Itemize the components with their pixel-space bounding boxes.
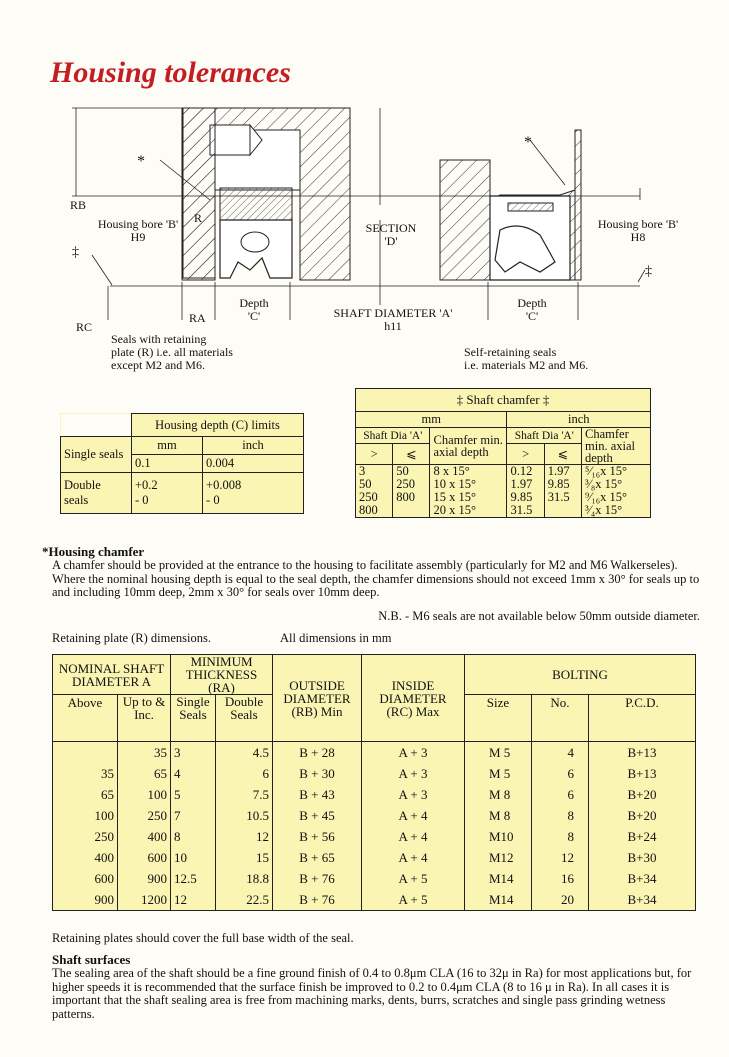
page-title: Housing tolerances: [50, 56, 291, 89]
shaft-diameter-line2: h11: [384, 319, 402, 333]
depth-left-label: [226, 297, 282, 323]
retaining-body: [53, 742, 696, 911]
table-cell: B + 76: [273, 868, 362, 889]
table-cell: 1200: [118, 889, 171, 911]
section-line2: 'D': [384, 234, 398, 248]
chamfer-inch-from: 9.85: [510, 490, 533, 504]
chamfer-mm-from: 250: [359, 490, 378, 504]
chamfer-inch-from: 1.97: [510, 477, 533, 491]
chamfer-inch-to: 31.5: [547, 490, 570, 504]
table-cell: 4: [171, 763, 216, 784]
table-cell: 600: [118, 847, 171, 868]
table-cell: B+24: [589, 826, 696, 847]
table-cell: 4: [532, 742, 589, 764]
chamfer-inch-head: inch: [507, 412, 651, 428]
col-inch: inch: [203, 437, 304, 455]
left-seal: [220, 188, 292, 278]
table-cell: 12: [532, 847, 589, 868]
chamfer-depth-inch: Chamfer min. axial depth: [582, 428, 651, 465]
single-seals-label: Single seals: [61, 437, 132, 473]
table-cell: 35: [118, 742, 171, 764]
table-cell: 250: [53, 826, 118, 847]
table-cell: A + 4: [362, 847, 465, 868]
chamfer-inch-to: 9.85: [547, 477, 570, 491]
table-cell: 600: [53, 868, 118, 889]
chamfer-mm-from: 50: [359, 477, 372, 491]
table-cell: M10: [465, 826, 532, 847]
double-seals-label: Double seals: [61, 473, 132, 514]
table-cell: 6: [216, 763, 273, 784]
table-cell: [53, 742, 118, 764]
chamfer-inch-value: ³⁄₄x 15°: [585, 503, 623, 517]
table-row: [53, 847, 696, 868]
chamfer-mm-value: 8 x 15°: [433, 464, 470, 478]
le-mm: ⩽: [393, 444, 430, 465]
table-cell: 100: [118, 784, 171, 805]
caption-left-line3: except M2 and M6.: [111, 358, 205, 372]
chamfer-mm-value: 15 x 15°: [433, 490, 476, 504]
table-cell: M12: [465, 847, 532, 868]
chamfer-cell: [430, 465, 507, 518]
left-bore-fit: H9: [130, 230, 146, 244]
table-cell: M 5: [465, 763, 532, 784]
housing-depth-table: [60, 413, 304, 514]
section-line1: SECTION: [365, 221, 417, 235]
table-cell: 8: [532, 826, 589, 847]
table-cell: M 5: [465, 742, 532, 764]
head-nominal: NOMINAL SHAFT DIAMETER A: [53, 655, 171, 695]
double-inch: +0.008 - 0: [203, 473, 304, 514]
table-cell: 35: [53, 763, 118, 784]
table-cell: B+34: [589, 889, 696, 911]
chamfer-mm-from: 800: [359, 503, 378, 517]
table-cell: A + 5: [362, 889, 465, 911]
depth-right-line1: Depth: [517, 296, 547, 310]
table-cell: 8: [171, 826, 216, 847]
table-cell: 100: [53, 805, 118, 826]
shaft-diameter-label: [318, 307, 468, 333]
housing-chamfer-text: A chamfer should be provided at the entrance to the housing to facilitate assembly (particularly for M2 and M6 Walkerseles). Where the nominal housing depth is equal to the seal depth, the chamfer dimensions should not exceed 1mm x 30° for seals up to and including 10mm deep, 2mm x 30° for seals over 10mm deep.: [52, 558, 700, 599]
table-cell: 900: [53, 889, 118, 911]
head-upto: Up to & Inc.: [118, 695, 171, 742]
dagger-left: ‡: [72, 245, 79, 260]
housing-depth-title: Housing depth (C) limits: [132, 414, 304, 437]
le-inch: ⩽: [544, 444, 581, 465]
chamfer-mm-to: 50: [396, 464, 409, 478]
table-row: [53, 868, 696, 889]
chamfer-mm-head: mm: [356, 412, 507, 428]
chamfer-shaft-dia-inch: Shaft Dia 'A': [507, 428, 582, 444]
chamfer-inch-value: ³⁄₈x 15°: [585, 477, 623, 491]
table-cell: 5: [171, 784, 216, 805]
gt-inch: >: [507, 444, 544, 465]
depth-left-line1: Depth: [239, 296, 269, 310]
table-cell: 4.5: [216, 742, 273, 764]
table-cell: B+30: [589, 847, 696, 868]
table-cell: B+13: [589, 742, 696, 764]
right-bore-label: [588, 218, 688, 244]
left-bore-text: Housing bore 'B': [97, 217, 179, 231]
table-cell: B+34: [589, 868, 696, 889]
depth-left-line2: 'C': [247, 309, 261, 323]
retaining-footer: Retaining plates should cover the full base width of the seal.: [52, 931, 354, 945]
table-cell: 20: [532, 889, 589, 911]
double-mm: +0.2 - 0: [132, 473, 203, 514]
chamfer-inch-value: ⁹⁄₁₆x 15°: [585, 490, 628, 504]
table-cell: M14: [465, 889, 532, 911]
table-cell: B + 45: [273, 805, 362, 826]
chamfer-mm-from: 3: [359, 464, 366, 478]
table-cell: B + 28: [273, 742, 362, 764]
right-housing: [440, 130, 581, 280]
chamfer-inch-from: 0.12: [510, 464, 533, 478]
dagger-right: ‡: [645, 264, 652, 279]
retaining-table: [52, 654, 696, 911]
retaining-caption: Retaining plate (R) dimensions.: [52, 631, 212, 645]
table-cell: 12: [171, 889, 216, 911]
table-cell: B+13: [589, 763, 696, 784]
table-cell: 10: [171, 847, 216, 868]
shaft-surfaces-heading: Shaft surfaces: [52, 952, 131, 967]
table-cell: 7.5: [216, 784, 273, 805]
single-mm: 0.1: [132, 455, 203, 473]
table-cell: 15: [216, 847, 273, 868]
head-minimum: MINIMUM THICKNESS (RA): [171, 655, 273, 695]
table-cell: 6: [532, 784, 589, 805]
chamfer-inch-from: 31.5: [510, 503, 533, 517]
head-inside: INSIDE DIAMETER (RC) Max: [362, 655, 465, 742]
table-cell: 250: [118, 805, 171, 826]
right-bore-text: Housing bore 'B': [597, 217, 679, 231]
shaft-chamfer-table: [355, 388, 651, 518]
chamfer-inch-value: ⁵⁄₁₆x 15°: [585, 464, 628, 478]
left-bore-label: [86, 218, 190, 244]
table-row: [53, 805, 696, 826]
chamfer-row: [356, 465, 651, 518]
table-cell: 12: [216, 826, 273, 847]
table-cell: A + 3: [362, 742, 465, 764]
table-cell: 3: [171, 742, 216, 764]
table-cell: A + 5: [362, 868, 465, 889]
housing-diagram: [0, 0, 729, 400]
head-size: Size: [465, 695, 532, 742]
chamfer-mm-to: 800: [396, 490, 415, 504]
chamfer-cell: [582, 465, 651, 518]
chamfer-inch-to: 1.97: [547, 464, 570, 478]
table-cell: M14: [465, 868, 532, 889]
table-cell: B + 65: [273, 847, 362, 868]
table-row: [53, 742, 696, 764]
table-cell: 12.5: [171, 868, 216, 889]
head-no: No.: [532, 695, 589, 742]
right-bore-fit: H8: [630, 230, 646, 244]
section-label: [355, 222, 427, 248]
star-right: *: [524, 134, 532, 151]
table-cell: 65: [53, 784, 118, 805]
head-pcd: P.C.D.: [589, 695, 696, 742]
rc-label: RC: [76, 320, 93, 334]
chamfer-mm-to: 250: [396, 477, 415, 491]
table-cell: B + 76: [273, 889, 362, 911]
table-cell: 900: [118, 868, 171, 889]
caption-right: [464, 346, 588, 372]
table-cell: B + 43: [273, 784, 362, 805]
chamfer-cell: [507, 465, 544, 518]
chamfer-mm-value: 20 x 15°: [433, 503, 476, 517]
retaining-units: All dimensions in mm: [280, 631, 392, 645]
caption-right-line1: Self-retaining seals: [464, 345, 557, 359]
head-single: Single Seals: [171, 695, 216, 742]
table-cell: B+20: [589, 805, 696, 826]
chamfer-shaft-dia-mm: Shaft Dia 'A': [356, 428, 430, 444]
head-bolting: BOLTING: [465, 655, 696, 695]
shaft-chamfer-title: ‡ Shaft chamfer ‡: [356, 389, 651, 412]
table-cell: 10.5: [216, 805, 273, 826]
table-row: [53, 826, 696, 847]
table-cell: 22.5: [216, 889, 273, 911]
single-inch: 0.004: [203, 455, 304, 473]
caption-left: [111, 333, 233, 372]
chamfer-cell: [393, 465, 430, 518]
table-cell: 400: [118, 826, 171, 847]
head-double: Double Seals: [216, 695, 273, 742]
depth-right-label: [504, 297, 560, 323]
head-above: Above: [53, 695, 118, 742]
star-left: *: [137, 153, 145, 170]
housing-chamfer-note: N.B. - M6 seals are not available below 50mm outside diameter.: [378, 609, 700, 623]
table-cell: 65: [118, 763, 171, 784]
table-cell: B + 56: [273, 826, 362, 847]
table-cell: 18.8: [216, 868, 273, 889]
table-cell: A + 4: [362, 826, 465, 847]
caption-right-line2: i.e. materials M2 and M6.: [464, 358, 589, 372]
col-mm: mm: [132, 437, 203, 455]
gt-mm: >: [356, 444, 393, 465]
table-cell: B + 30: [273, 763, 362, 784]
table-cell: A + 4: [362, 805, 465, 826]
table-cell: 8: [532, 805, 589, 826]
chamfer-cell: [544, 465, 581, 518]
table-cell: 16: [532, 868, 589, 889]
table-row: [53, 763, 696, 784]
table-cell: 7: [171, 805, 216, 826]
shaft-surfaces-text: The sealing area of the shaft should be a fine ground finish of 0.4 to 0.8μm CLA (16 to 32μ in Ra) for most applications but, for higher speeds it is recommended that the surface finish be improved to 0.2 to 0.4μm CLA (8 to 16 μ in Ra). In all cases it is important that the shaft sealing area is free from machining marks, dents, burrs, scratches and single pass grinding wetness patterns.: [52, 966, 692, 1021]
table-cell: A + 3: [362, 784, 465, 805]
shaft-diameter-line1: SHAFT DIAMETER 'A': [333, 306, 453, 320]
caption-left-line2: plate (R) i.e. all materials: [111, 345, 233, 359]
table-cell: 6: [532, 763, 589, 784]
table-cell: M 8: [465, 784, 532, 805]
r-label: R: [194, 211, 203, 225]
head-outside: OUTSIDE DIAMETER (RB) Min: [273, 655, 362, 742]
chamfer-depth-mm: Chamfer min. axial depth: [430, 428, 507, 465]
table-row: [53, 889, 696, 911]
table-cell: B+20: [589, 784, 696, 805]
depth-right-line2: 'C': [525, 309, 539, 323]
housing-chamfer-heading: *Housing chamfer: [42, 544, 145, 559]
table-cell: A + 3: [362, 763, 465, 784]
rb-label: RB: [70, 198, 87, 212]
table-row: [53, 784, 696, 805]
ra-label: RA: [189, 311, 206, 325]
table-cell: 400: [53, 847, 118, 868]
table-cell: M 8: [465, 805, 532, 826]
chamfer-mm-value: 10 x 15°: [433, 477, 476, 491]
chamfer-cell: [356, 465, 393, 518]
caption-left-line1: Seals with retaining: [111, 332, 207, 346]
